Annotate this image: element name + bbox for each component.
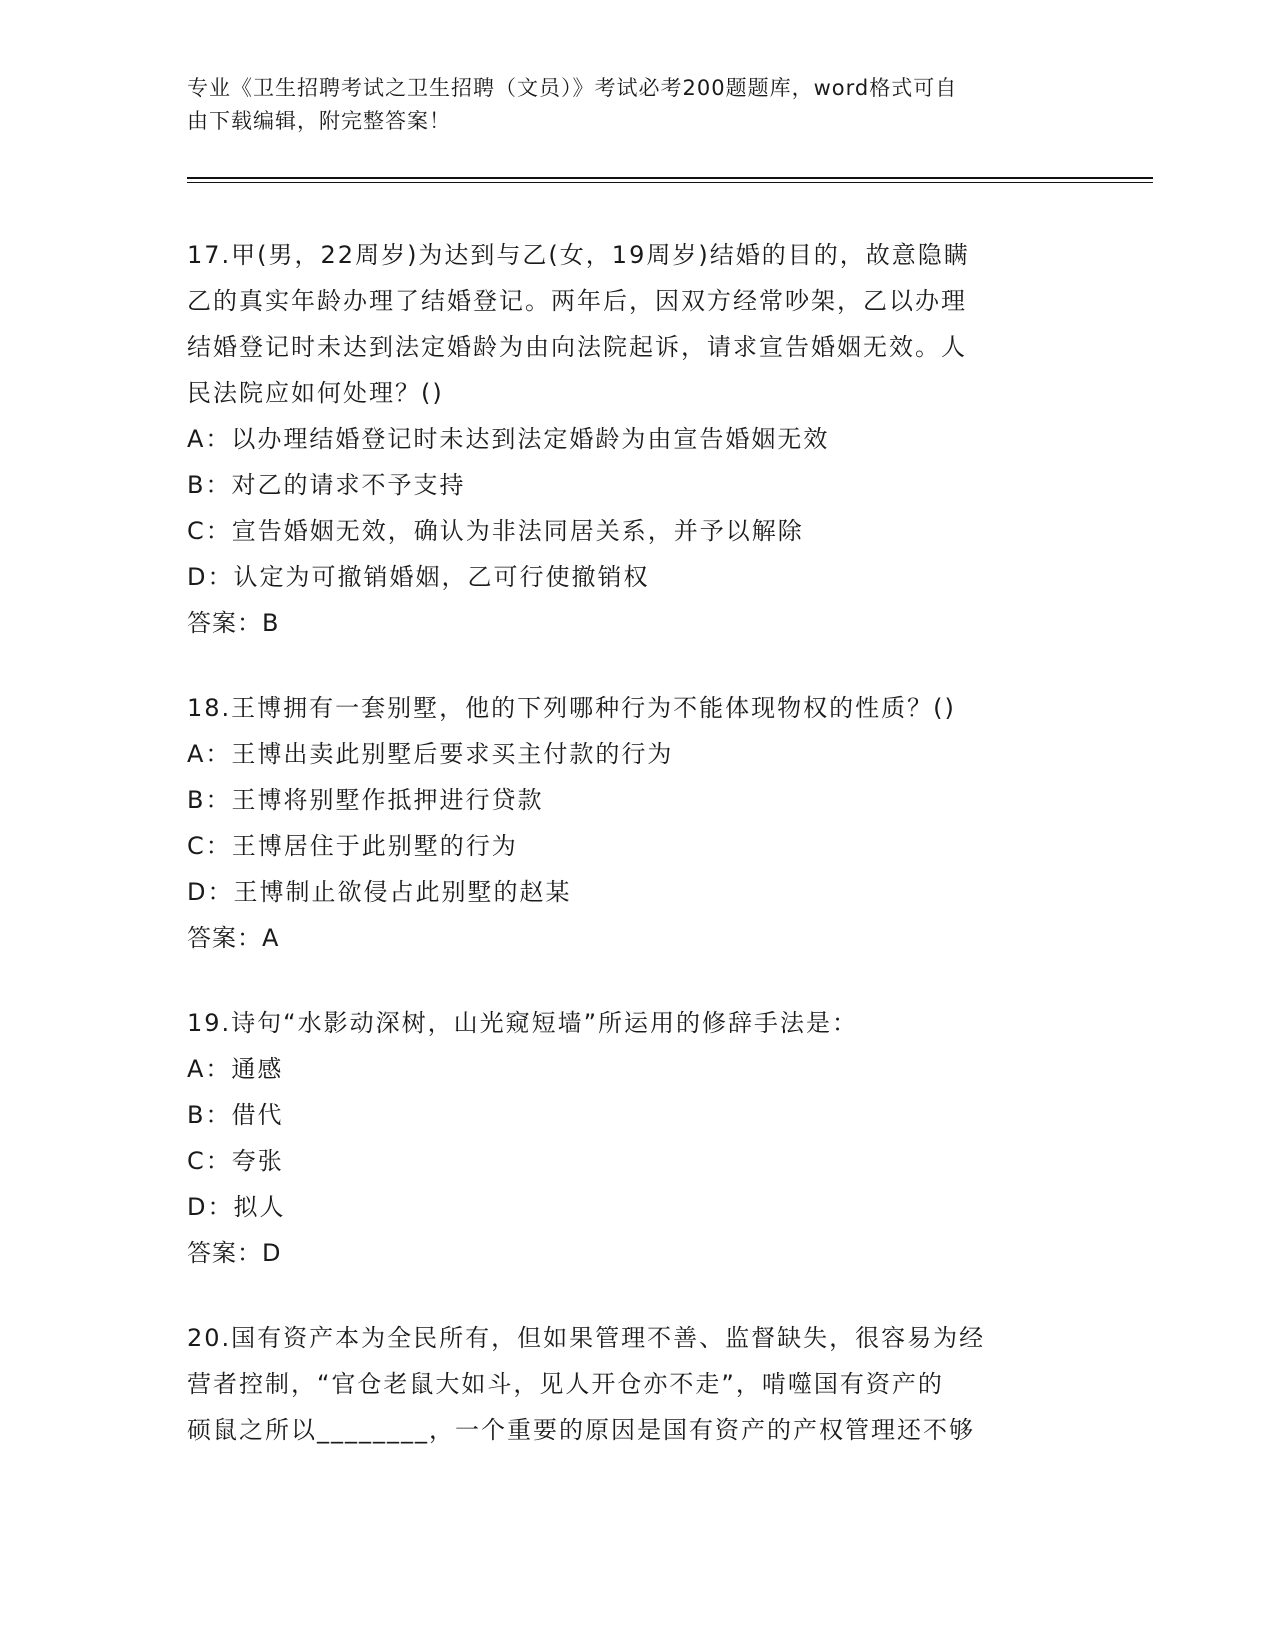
header-line-2: 由下载编辑，附完整答案！ (187, 109, 451, 133)
answer-option: A：以办理结婚登记时未达到法定婚龄为由宣告婚姻无效 (187, 425, 830, 453)
question-list (187, 232, 1087, 1492)
question-stem-line: 19.诗句“水影动深树，山光窥短墙”所运用的修辞手法是： (187, 1009, 859, 1037)
answer-option: D：拟人 (187, 1193, 286, 1221)
answer-option: B：借代 (187, 1101, 284, 1129)
question-stem-line: 营者控制，“官仓老鼠大如斗，见人开仓亦不走”，啃噬国有资产的 (187, 1370, 944, 1398)
answer-key: 答案：D (187, 1239, 282, 1267)
question-stem-line: 民法院应如何处理？() (187, 379, 444, 407)
question-block (187, 1315, 1087, 1453)
answer-option: B：对乙的请求不予支持 (187, 471, 466, 499)
answer-key: 答案：B (187, 609, 280, 637)
answer-key: 答案：A (187, 924, 280, 952)
answer-option: A：通感 (187, 1055, 284, 1083)
question-block (187, 685, 1087, 961)
question-stem-line: 硕鼠之所以________，一个重要的原因是国有资产的产权管理还不够 (187, 1416, 975, 1444)
answer-option: D：认定为可撤销婚姻，乙可行使撤销权 (187, 563, 650, 591)
answer-option: C：宣告婚姻无效，确认为非法同居关系，并予以解除 (187, 517, 804, 545)
question-stem-line: 18.王博拥有一套别墅，他的下列哪种行为不能体现物权的性质？() (187, 694, 956, 722)
question-stem-line: 20.国有资产本为全民所有，但如果管理不善、监督缺失，很容易为经 (187, 1324, 986, 1352)
answer-option: A：王博出卖此别墅后要求买主付款的行为 (187, 740, 674, 768)
question-stem-line: 结婚登记时未达到法定婚龄为由向法院起诉，请求宣告婚姻无效。人 (187, 333, 967, 361)
question-block (187, 232, 1087, 646)
question-stem-line: 乙的真实年龄办理了结婚登记。两年后，因双方经常吵架，乙以办理 (187, 287, 967, 315)
header-line-1: 专业《卫生招聘考试之卫生招聘（文员）》考试必考200题题库，word格式可自 (187, 76, 958, 100)
answer-option: B：王博将别墅作抵押进行贷款 (187, 786, 544, 814)
document-header (187, 72, 1087, 138)
question-stem-line: 17.甲(男，22周岁)为达到与乙(女，19周岁)结婚的目的，故意隐瞒 (187, 241, 970, 269)
question-block (187, 1000, 1087, 1276)
header-divider-thick (187, 177, 1153, 179)
header-divider-thin (187, 182, 1153, 183)
answer-option: C：夸张 (187, 1147, 284, 1175)
answer-option: D：王博制止欲侵占此别墅的赵某 (187, 878, 572, 906)
answer-option: C：王博居住于此别墅的行为 (187, 832, 518, 860)
